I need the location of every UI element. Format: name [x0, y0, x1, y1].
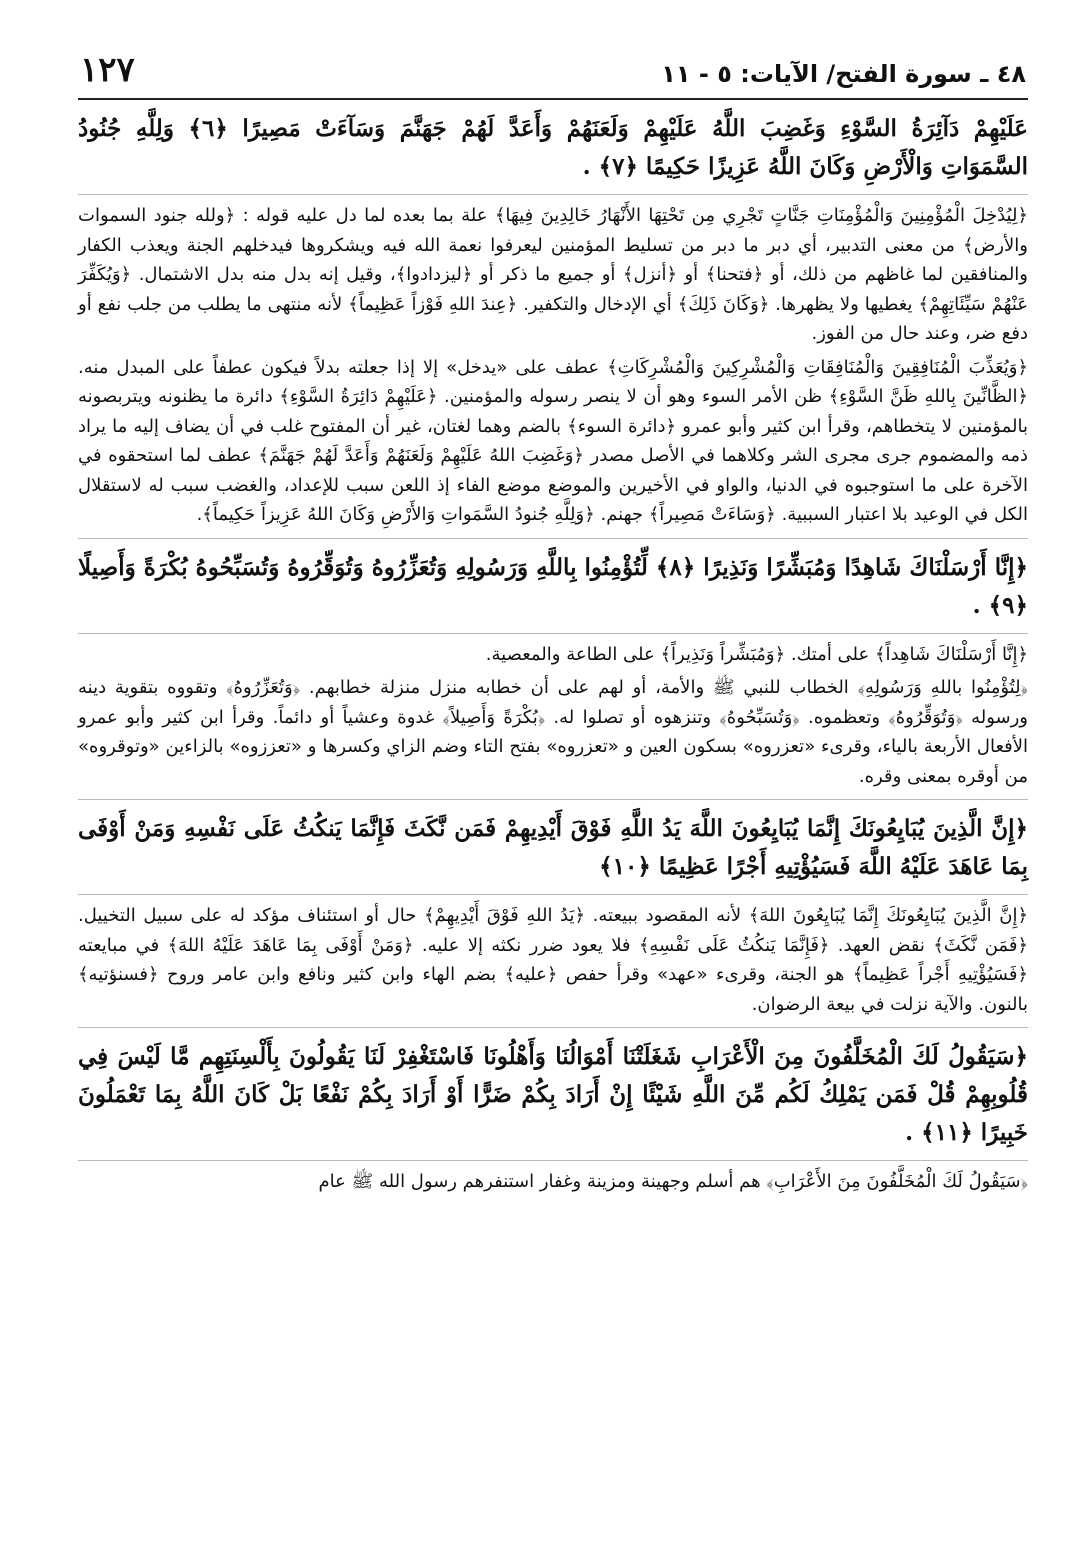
page-content — [78, 110, 1028, 1197]
quran-verses: ﴿إِنَّا أَرْسَلْنَاكَ شَاهِدًا وَمُبَشِّرًا وَنَذِيرًا ﴿٨﴾ لِّتُؤْمِنُوا بِاللَّهِ وَرَسُولِهِ وَتُعَزِّرُوهُ وَتُوَقِّرُوهُ وَتُسَبِّحُوهُ بُكْرَةً وَأَصِيلًا ﴿٩﴾ . — [78, 553, 1028, 619]
divider — [78, 538, 1028, 539]
divider — [78, 1027, 1028, 1028]
quran-verses: ﴿سَيَقُولُ لَكَ الْمُخَلَّفُونَ مِنَ الْأَعْرَابِ شَغَلَتْنَا أَمْوَالُنَا وَأَهْلُونَا فَاسْتَغْفِرْ لَنَا يَقُولُونَ بِأَلْسِنَتِهِم مَّا لَيْسَ فِي قُلُوبِهِمْ قُلْ فَمَن يَمْلِكُ لَكُم مِّنَ اللَّهِ شَيْئًا إِنْ أَرَادَ بِكُمْ ضَرًّا أَوْ أَرَادَ بِكُمْ نَفْعًا بَلْ كَانَ اللَّهُ بِمَا تَعْمَلُونَ خَبِيرًا ﴿١١﴾ . — [78, 1043, 1028, 1146]
commentary-paragraph: ﴿سَيَقُولُ لَكَ الْمُخَلَّفُونَ مِنَ الأَعْرَابِ﴾ هم أسلم وجهينة ومزينة وغفار استنفرهم رسول الله ﷺ عام — [318, 1171, 1028, 1192]
book-page — [78, 40, 1028, 1540]
commentary-paragraph: ﴿إِنَّ الَّذِينَ يُبَايِعُونَكَ إِنَّمَا يُبَايِعُونَ اللهَ﴾ لأنه المقصود ببيعته. ﴿يَدُ اللهِ فَوْقَ أَيْدِيهِمْ﴾ حال أو استئناف مؤكد له على سبيل التخييل. ﴿فَمَن نَّكَثَ﴾ نقض العهد. ﴿فَإِنَّمَا يَنكُثُ عَلَى نَفْسِهِ﴾ فلا يعود ضرر نكثه إلا عليه. ﴿وَمَنْ أَوْفَى بِمَا عَاهَدَ عَلَيْهُ اللهَ﴾ في مبايعته ﴿فَسَيُؤْتِيهِ أَجْراً عَظِيماً﴾ هو الجنة، وقرىء «عهد» وقرأ حفص ﴿عليه﴾ بضم الهاء وابن كثير ونافع وابن عامر وروح ﴿فسنؤتيه﴾ بالنون. والآية نزلت في بيعة الرضوان. — [78, 905, 1028, 1015]
quran-verses: ﴿إِنَّ الَّذِينَ يُبَايِعُونَكَ إِنَّمَا يُبَايِعُونَ اللَّهَ يَدُ اللَّهِ فَوْقَ أَيْدِيهِمْ فَمَن نَّكَثَ فَإِنَّمَا يَنكُثُ عَلَى نَفْسِهِ وَمَنْ أَوْفَى بِمَا عَاهَدَ عَلَيْهُ اللَّهَ فَسَيُؤْتِيهِ أَجْرًا عَظِيمًا ﴿١٠﴾ — [78, 815, 1028, 880]
divider — [78, 799, 1028, 800]
divider — [78, 633, 1028, 634]
divider — [78, 1160, 1028, 1161]
quran-verses: عَلَيْهِمْ دَآئِرَةُ السَّوْءِ وَغَضِبَ اللَّهُ عَلَيْهِمْ وَلَعَنَهُمْ وَأَعَدَّ لَهُمْ جَهَنَّمَ وَسَآءَتْ مَصِيرًا ﴿٦﴾ وَلِلَّهِ جُنُودُ السَّمَوَاتِ وَالْأَرْضِ وَكَانَ اللَّهُ عَزِيزًا حَكِيمًا ﴿٧﴾ . — [78, 115, 1028, 180]
commentary-paragraph: ﴿إِنَّا أَرْسَلْنَاكَ شَاهِداً﴾ على أمتك. ﴿وَمُبَشِّراً وَنَذِيراً﴾ على الطاعة والمعصية. — [485, 643, 1028, 665]
commentary-paragraph: ﴿وَيُعَذِّبَ الْمُنَافِقِينَ وَالْمُنَافِقَاتِ وَالْمُشْرِكِينَ وَالْمُشْرِكَاتِ﴾ عطف على «يدخل» إلا إذا جعلته بدلاً فيكون عطفاً على المبدل منه. ﴿الظَّانِّينَ بِاللهِ ظَنَّ السَّوْءِ﴾ ظن الأمر السوء وهو أن لا ينصر رسوله والمؤمنين. ﴿عَلَيْهِمْ دَائِرَةُ السَّوْءِ﴾ دائرة ما يظنونه ويتربصونه بالمؤمنين لا يتخطاهم، وقرأ ابن كثير وأبو عمرو ﴿دائرة السوء﴾ بالضم وهما لغتان، غير أن المفتوح غلب في أن يضاف إليه ما يراد ذمه والمضموم جرى مجرى الشر وكلاهما في الأصل مصدر ﴿وَغَضِبَ اللهُ عَلَيْهِمْ وَلَعَنَهُمْ وَأَعَدَّ لَهُمْ جَهَنَّمَ﴾ عطف لما استحقوه في الآخرة على ما استوجبوه في الدنيا، والواو في الأخيرين والموضع موضع الفاء إذ اللعن سبب للإعداد، والغضب سبب له لاستقلال الكل في الوعيد بلا اعتبار السببية. ﴿وَسَاءَتْ مَصِيراً﴾ جهنم. ﴿وَلِلَّهِ جُنودُ السَّمَواتِ وَالأَرْضِ وَكَانَ اللهُ عَزِيزاً حَكِيماً﴾. — [78, 356, 1028, 525]
page-header — [78, 40, 1028, 100]
running-header: ٤٨ ـ سورة الفتح/ الآيات: ٥ - ١١ — [661, 60, 1026, 88]
commentary-paragraph: ﴿لِيُدْخِلَ الْمُؤْمِنِينَ وَالْمُؤْمِنَاتِ جَنَّاتٍ تَجْرِي مِن تَحْتِهَا الأَنْهَارُ خَالِدِينَ فِيهَا﴾ علة بما بعده لما دل عليه قوله : ﴿ولله جنود السموات والأرض﴾ من معنى التدبير، أي دبر ما دبر من تسليط المؤمنين ليعرفوا نعمة الله فيه ويشكروها فيدخلهم الجنة ويعذب الكفار والمنافقين لما غاظهم من ذلك، أو ﴿فتحنا﴾ أو ﴿أنزل﴾ أو جميع ما ذكر أو ﴿ليزدادوا﴾، وقيل إنه بدل منه بدل الاشتمال. ﴿وَيُكَفِّرَ عَنْهُمْ سَيِّئَاتِهِمْ﴾ يغطيها ولا يظهرها. ﴿وَكَانَ ذَلِكَ﴾ أي الإدخال والتكفير. ﴿عِندَ اللهِ فَوْزاً عَظِيماً﴾ لأنه منتهى ما يطلب من جلب نفع أو دفع ضر، وعند حال من الفوز. — [78, 205, 1028, 344]
divider — [78, 194, 1028, 195]
page-number: ١٢٧ — [80, 50, 135, 90]
commentary-paragraph: ﴿لِتُؤْمِنُوا باللهِ وَرَسُولِهِ﴾ الخطاب للنبي ﷺ والأمة، أو لهم على أن خطابه منزل منزلة خطابهم. ﴿وَتُعَزِّرُوهُ﴾ وتقووه بتقوية دينه ورسوله ﴿وَتُوَقِّرُوهُ﴾ وتعظموه. ﴿وَتُسَبِّحُوهُ﴾ وتنزهوه أو تصلوا له. ﴿بُكْرَةً وَأَصِيلاً﴾ غدوة وعشياً أو دائماً. وقرأ ابن كثير وأبو عمرو الأفعال الأربعة بالياء، وقرىء «تعزروه» بسكون العين و «تعزروه» بفتح التاء وضم الزاي وكسرها و «تعززوه» بالزاءين «وتوقروه» من أوقره بمعنى وقره. — [78, 677, 1028, 787]
divider — [78, 894, 1028, 895]
